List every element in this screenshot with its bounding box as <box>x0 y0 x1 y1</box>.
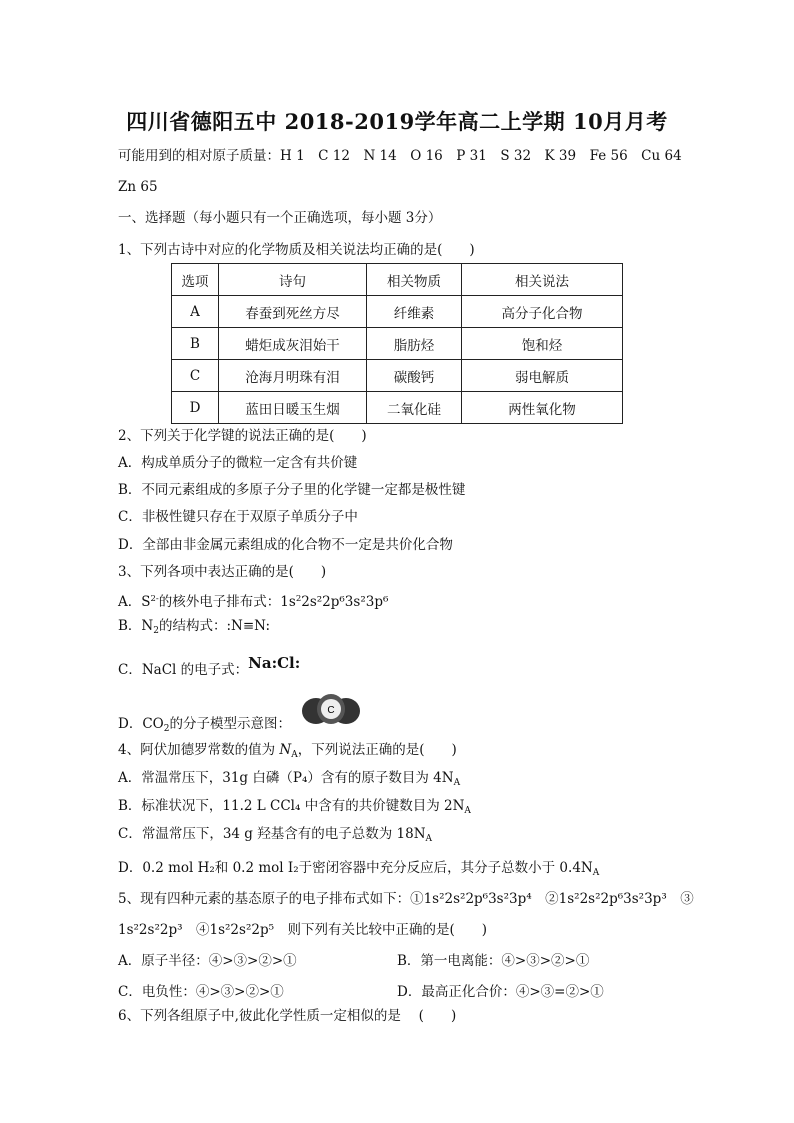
table-cell: 纤维素 <box>367 296 462 328</box>
table-header-cell: 相关物质 <box>367 264 462 296</box>
q4-stem-pre: 4、阿伏加德罗常数的值为 <box>118 742 280 758</box>
q3-option-b <box>118 616 270 641</box>
q4-a-text: A．常温常压下，31g 白磷（P₄）含有的原子数目为 4N <box>118 770 454 786</box>
q5-option-c: C．电负性：④>③>②>① <box>118 984 284 1000</box>
q3-option-d <box>118 714 291 739</box>
q2-option-b: B．不同元素组成的多原子分子里的化学键一定都是极性键 <box>118 482 466 498</box>
table-cell: 碳酸钙 <box>367 360 462 392</box>
q4-option-b <box>118 796 471 821</box>
q3-b-rest: 的结构式：:N≡N: <box>158 618 271 634</box>
q1-stem: 1、下列古诗中对应的化学物质及相关说法均正确的是( ) <box>118 242 475 258</box>
table-header-row <box>172 264 623 296</box>
atomic-mass-line: 可能用到的相对原子质量：H 1 C 12 N 14 O 16 P 31 S 32 K 39 Fe 56 Cu 64 <box>118 148 682 164</box>
q4-na-sub: A <box>291 750 298 760</box>
table-cell: 沧海月明珠有泪 <box>219 360 367 392</box>
table-cell: 高分子化合物 <box>462 296 623 328</box>
q3-a-sup1: 2 <box>295 594 302 604</box>
table-header-cell: 诗句 <box>219 264 367 296</box>
q4-c-sub: A <box>425 834 433 844</box>
q3-a-charge: 2- <box>150 594 159 604</box>
q3-c-prefix: C．NaCl 的电子式： <box>118 662 249 678</box>
q3-d-rest: 的分子模型示意图： <box>169 716 291 732</box>
q1-table <box>171 263 623 424</box>
q4-na: N <box>279 742 292 758</box>
q6-stem: 6、下列各组原子中,彼此化学性质一定相似的是 ( ) <box>118 1008 457 1024</box>
q4-a-sub: A <box>453 778 461 788</box>
q2-option-a: A．构成单质分子的微粒一定含有共价键 <box>118 455 358 471</box>
q4-d-sub: A <box>592 868 600 878</box>
q4-stem <box>118 740 457 765</box>
table-cell: 弱电解质 <box>462 360 623 392</box>
table-cell: C <box>172 360 219 392</box>
q3-a-prefix: A．S <box>118 594 151 610</box>
table-row <box>172 360 623 392</box>
q4-b-sub: A <box>464 806 471 816</box>
q5-option-a: A．原子半径：④>③>②>① <box>118 953 297 969</box>
table-header-cell: 选项 <box>172 264 219 296</box>
q4-d-text: D．0.2 mol H₂和 0.2 mol I₂于密闭容器中充分反应后，其分子总数小于 0.4N <box>118 860 593 876</box>
table-cell: D <box>172 392 219 424</box>
q3-a-config: 2s²2p⁶3s²3p⁶ <box>301 594 389 610</box>
nacl-electron-formula: Na:Cl: <box>248 654 301 672</box>
table-cell: A <box>172 296 219 328</box>
q2-stem: 2、下列关于化学键的说法正确的是( ) <box>118 428 367 444</box>
q3-option-c <box>118 654 301 680</box>
page-title: 四川省德阳五中 2018-2019学年高二上学期 10月月考 <box>126 109 668 134</box>
q3-b-prefix: B．N <box>118 618 154 634</box>
table-row <box>172 296 623 328</box>
co2-atom-label: C <box>327 705 335 716</box>
table-cell: 脂肪烃 <box>367 328 462 360</box>
atomic-mass-line-cont: Zn 65 <box>118 179 158 195</box>
q4-option-c <box>118 824 432 849</box>
table-row <box>172 392 623 424</box>
table-cell: 春蚕到死丝方尽 <box>219 296 367 328</box>
table-cell: 蓝田日暖玉生烟 <box>219 392 367 424</box>
q3-option-a <box>118 589 388 612</box>
q3-b-sub: 2 <box>153 626 159 636</box>
q5-stem-line2: 1s²2s²2p³ ④1s²2s²2p⁵ 则下列有关比较中正确的是( ) <box>118 922 488 938</box>
section-heading: 一、选择题（每小题只有一个正确选项，每小题 3分） <box>118 210 442 226</box>
table-cell: 饱和烃 <box>462 328 623 360</box>
co2-model-icon <box>300 688 362 730</box>
q3-stem: 3、下列各项中表达正确的是( ) <box>118 564 327 580</box>
q5-stem-line1: 5、现有四种元素的基态原子的电子排布式如下：①1s²2s²2p⁶3s²3p⁴ ②1s²2s²2p⁶3s²3p³ ③ <box>118 891 694 907</box>
table-cell: 二氧化硅 <box>367 392 462 424</box>
q4-c-text: C．常温常压下，34 g 羟基含有的电子总数为 18N <box>118 826 426 842</box>
table-cell: 蜡炬成灰泪始干 <box>219 328 367 360</box>
q5-option-d: D．最高正化合价：④>③=②>① <box>397 984 604 1000</box>
table-row <box>172 328 623 360</box>
table-cell: 两性氧化物 <box>462 392 623 424</box>
q4-stem-post: ，下列说法正确的是( ) <box>297 742 457 758</box>
q4-option-d <box>118 858 599 883</box>
q3-d-sub: 2 <box>163 724 170 734</box>
q4-option-a <box>118 768 460 793</box>
q2-option-d: D．全部由非金属元素组成的化合物不一定是共价化合物 <box>118 537 453 553</box>
q3-d-prefix: D．CO <box>118 716 164 732</box>
table-cell: B <box>172 328 219 360</box>
table-header-cell: 相关说法 <box>462 264 623 296</box>
q2-option-c: C．非极性键只存在于双原子单质分子中 <box>118 509 358 525</box>
q3-a-mid: 的核外电子排布式：1s <box>158 594 296 610</box>
q5-option-b: B．第一电离能：④>③>②>① <box>397 953 590 969</box>
q4-b-text: B．标准状况下，11.2 L CCl₄ 中含有的共价键数目为 2N <box>118 798 465 814</box>
